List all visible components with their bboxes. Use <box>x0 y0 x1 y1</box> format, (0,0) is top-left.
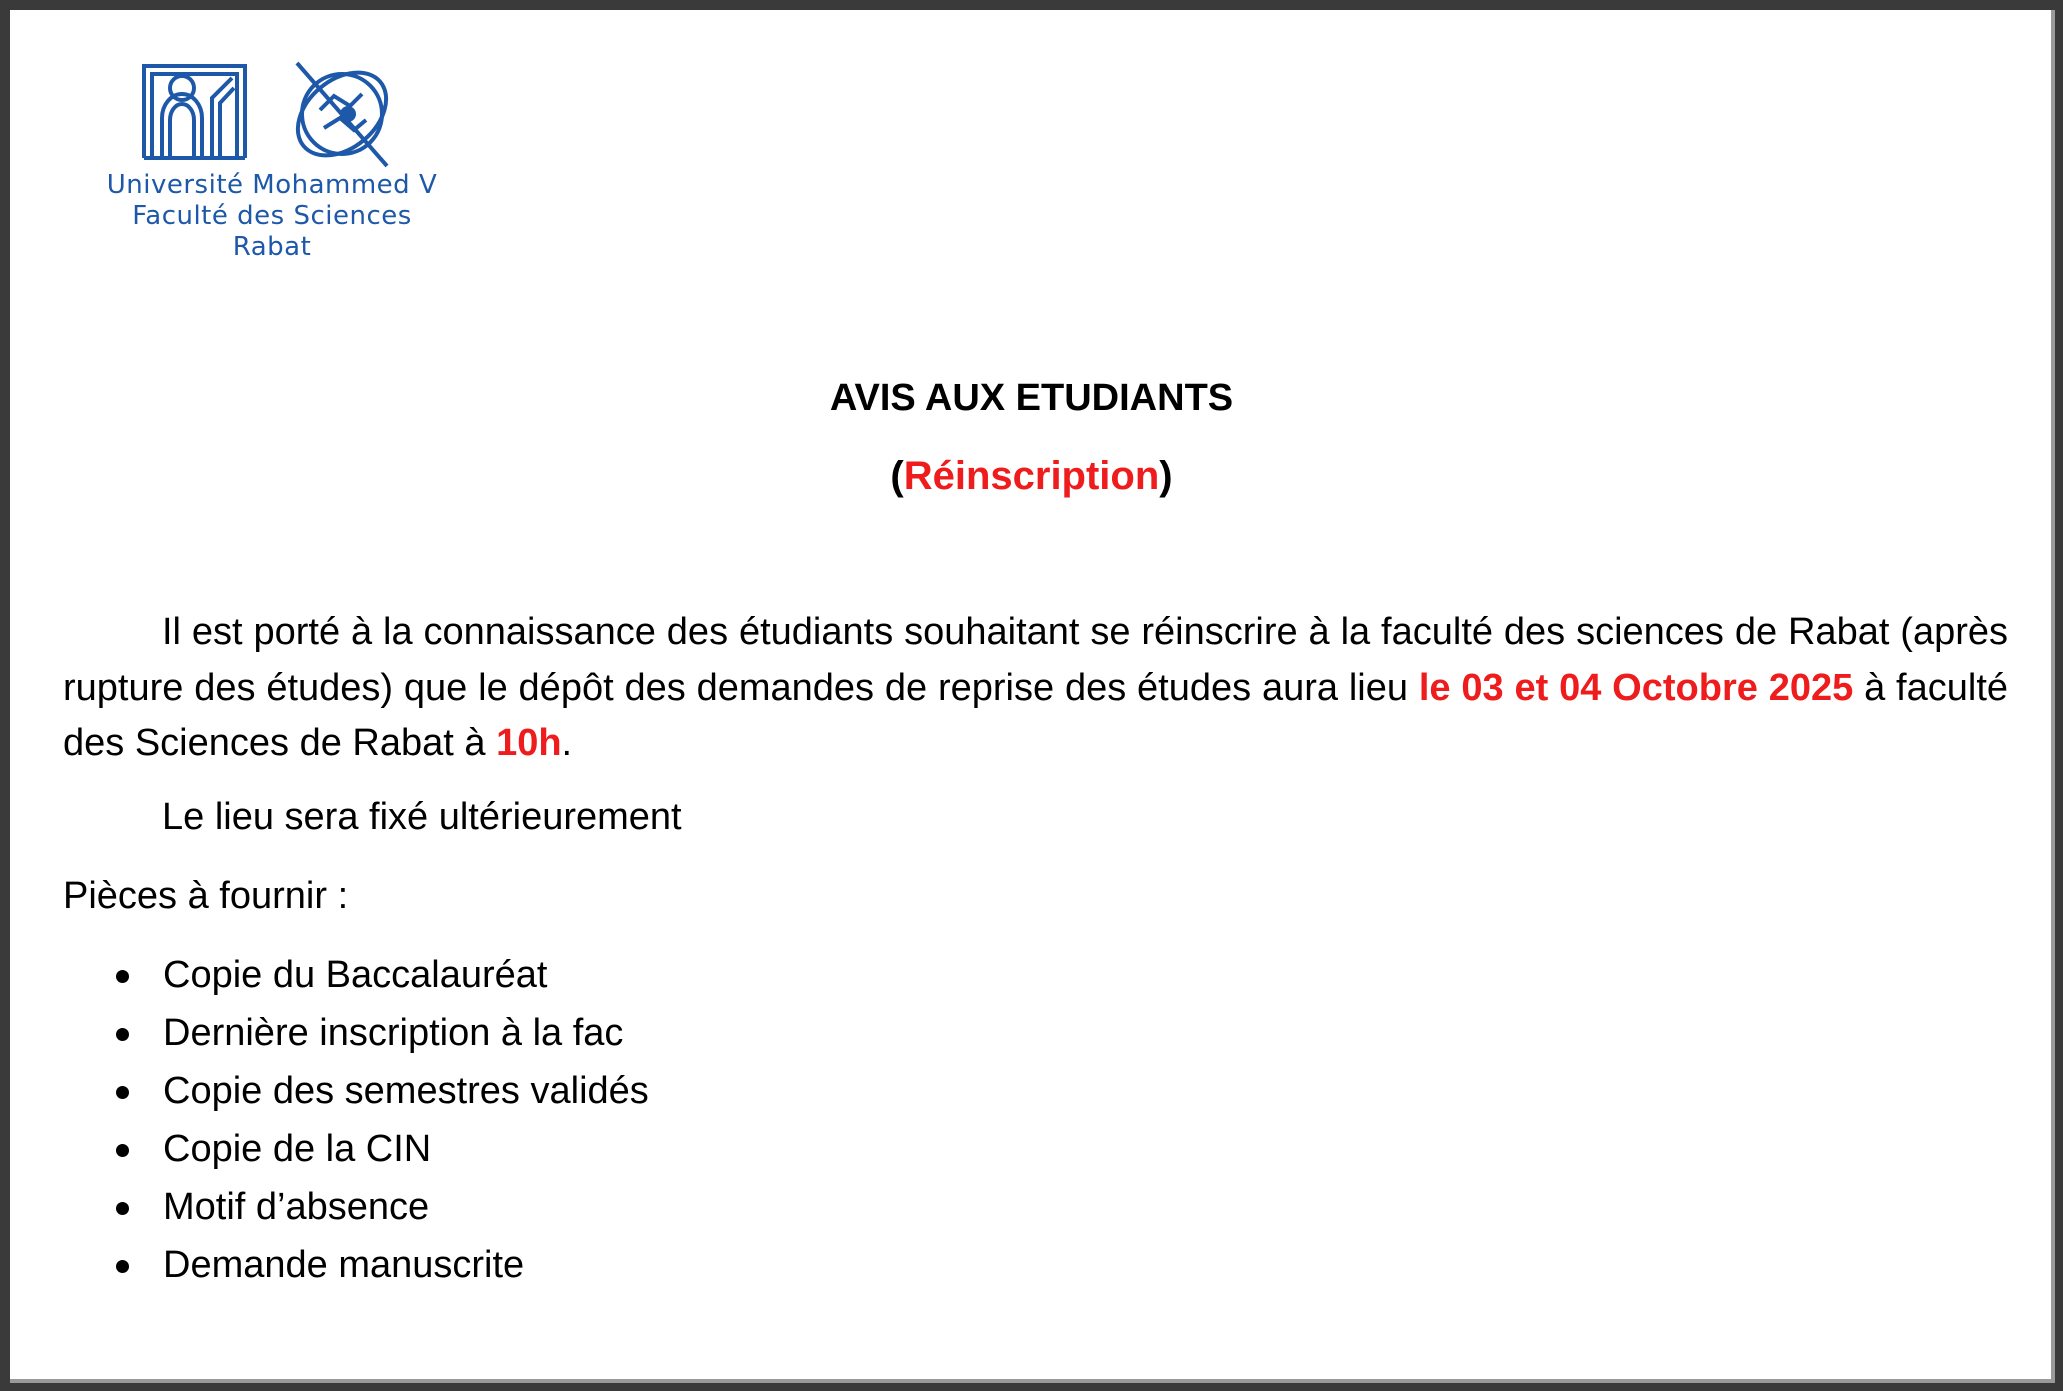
university-gate-icon <box>144 66 245 158</box>
logo-emblems <box>62 58 482 173</box>
notice-paragraph <box>63 605 2008 772</box>
notice-subtitle <box>0 451 2063 501</box>
paragraph-text-middle: à faculté des Sciences de Rabat à <box>63 666 2009 764</box>
location-note: Le lieu sera fixé ultérieurement <box>162 796 682 838</box>
bullet-icon <box>116 1086 129 1099</box>
list-item-text: Motif d’absence <box>163 1186 430 1228</box>
pieces-heading: Pièces à fournir : <box>63 875 349 917</box>
university-logo <box>62 58 482 263</box>
paragraph-text-start: Il est porté à la connaissance des étudiants souhaitant se réinscrire à la faculté des sciences de Rabat (après rupture des études) que le dépôt des demandes de reprise des études aura lieu <box>63 611 2008 709</box>
logo-university-name: Université Mohammed V <box>106 170 438 200</box>
bullet-icon <box>116 1028 129 1041</box>
notice-title: AVIS AUX ETUDIANTS <box>829 377 1234 419</box>
paragraph-time: 10h <box>496 722 562 764</box>
bullet-icon <box>116 1260 129 1273</box>
subtitle-reinscription: Réinscription <box>903 454 1160 498</box>
list-item-text: Copie des semestres validés <box>163 1070 649 1112</box>
list-item-text: Demande manuscrite <box>163 1244 525 1286</box>
paragraph-text-end: . <box>561 722 573 764</box>
bullet-icon <box>116 970 129 983</box>
subtitle-open-paren: ( <box>890 454 904 498</box>
bullet-icon <box>116 1144 129 1157</box>
science-atom-icon <box>282 58 402 172</box>
list-item-text: Copie de la CIN <box>163 1128 432 1170</box>
logo-faculty-name: Faculté des Sciences <box>132 201 412 231</box>
bullet-icon <box>116 1202 129 1215</box>
list-item-text: Dernière inscription à la fac <box>163 1012 624 1054</box>
list-item-text: Copie du Baccalauréat <box>163 954 548 996</box>
paragraph-dates: le 03 et 04 Octobre 2025 <box>1418 666 1854 709</box>
logo-city-name: Rabat <box>232 232 312 262</box>
subtitle-close-paren: ) <box>1159 454 1173 498</box>
